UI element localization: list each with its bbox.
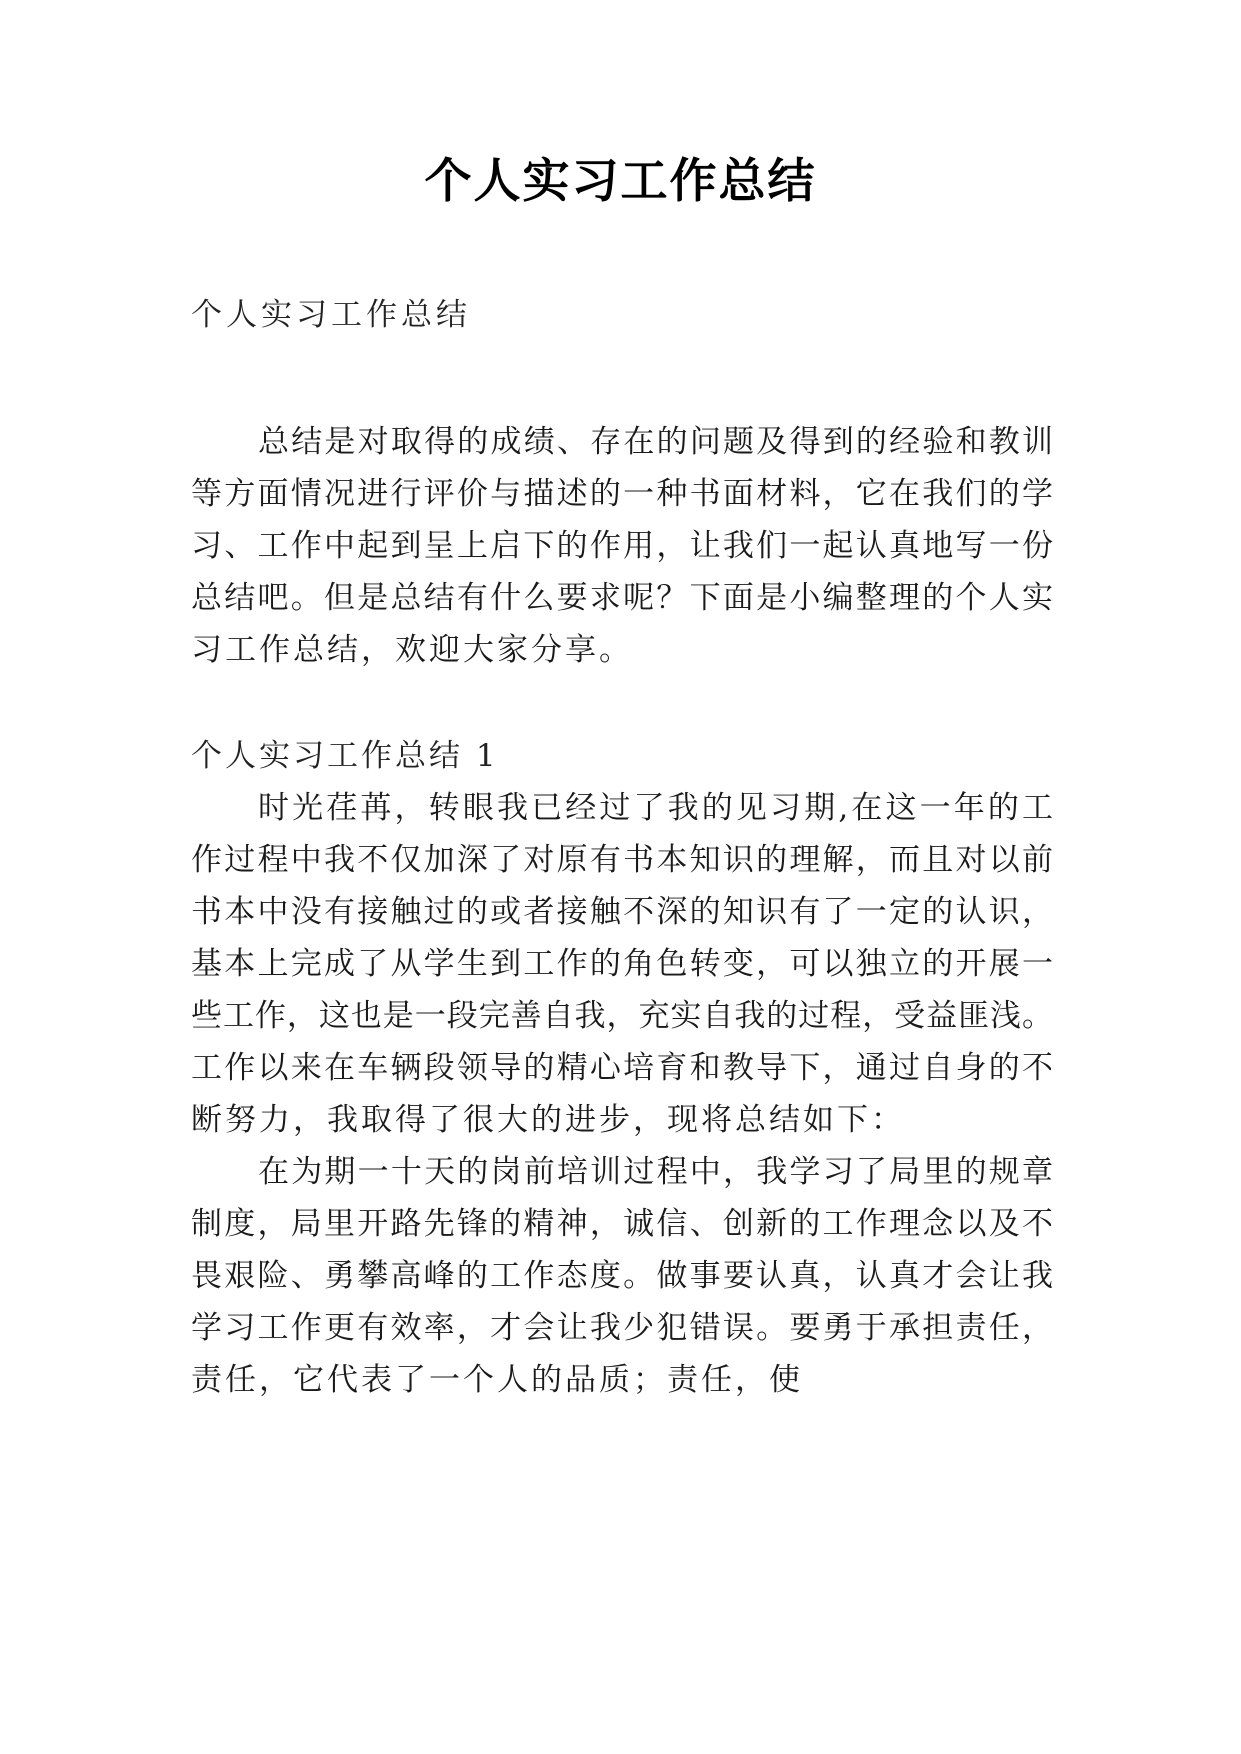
intro-line: 总结是对取得的成绩、存在的问题及得到的经验和教训 xyxy=(258,424,1053,460)
paragraph-line: 书本中没有接触过的或者接触不深的知识有了一定的认识， xyxy=(191,894,1053,930)
intro-line: 习工作总结，欢迎大家分享。 xyxy=(191,632,633,668)
intro-line: 习、工作中起到呈上启下的作用，让我们一起认真地写一份 xyxy=(191,528,1053,564)
intro-line: 等方面情况进行评价与描述的一种书面材料，它在我们的学 xyxy=(191,476,1053,512)
paragraph-line: 工作以来在车辆段领导的精心培育和教导下，通过自身的不 xyxy=(191,1050,1053,1086)
paragraph-line: 时光荏苒，转眼我已经过了我的见习期,在这一年的工 xyxy=(258,790,1053,826)
paragraph-line: 作过程中我不仅加深了对原有书本知识的理解，而且对以前 xyxy=(191,842,1053,878)
paragraph-line: 些工作，这也是一段完善自我，充实自我的过程，受益匪浅。 xyxy=(191,998,1053,1034)
document-title: 个人实习工作总结 xyxy=(424,154,817,209)
paragraph-line: 断努力，我取得了很大的进步，现将总结如下： xyxy=(191,1102,905,1138)
paragraph-line: 畏艰险、勇攀高峰的工作态度。做事要认真，认真才会让我 xyxy=(191,1258,1053,1294)
document-subtitle: 个人实习工作总结 xyxy=(191,297,471,333)
paragraph-line: 基本上完成了从学生到工作的角色转变，可以独立的开展一 xyxy=(191,946,1053,982)
intro-line: 总结吧。但是总结有什么要求呢？下面是小编整理的个人实 xyxy=(191,580,1053,616)
paragraph-line: 在为期一十天的岗前培训过程中，我学习了局里的规章 xyxy=(258,1154,1053,1190)
section-heading: 个人实习工作总结 1 xyxy=(191,738,499,774)
paragraph-line: 学习工作更有效率，才会让我少犯错误。要勇于承担责任， xyxy=(191,1310,1053,1346)
paragraph-line: 责任，它代表了一个人的品质；责任，使 xyxy=(191,1362,803,1398)
paragraph-line: 制度，局里开路先锋的精神，诚信、创新的工作理念以及不 xyxy=(191,1206,1053,1242)
